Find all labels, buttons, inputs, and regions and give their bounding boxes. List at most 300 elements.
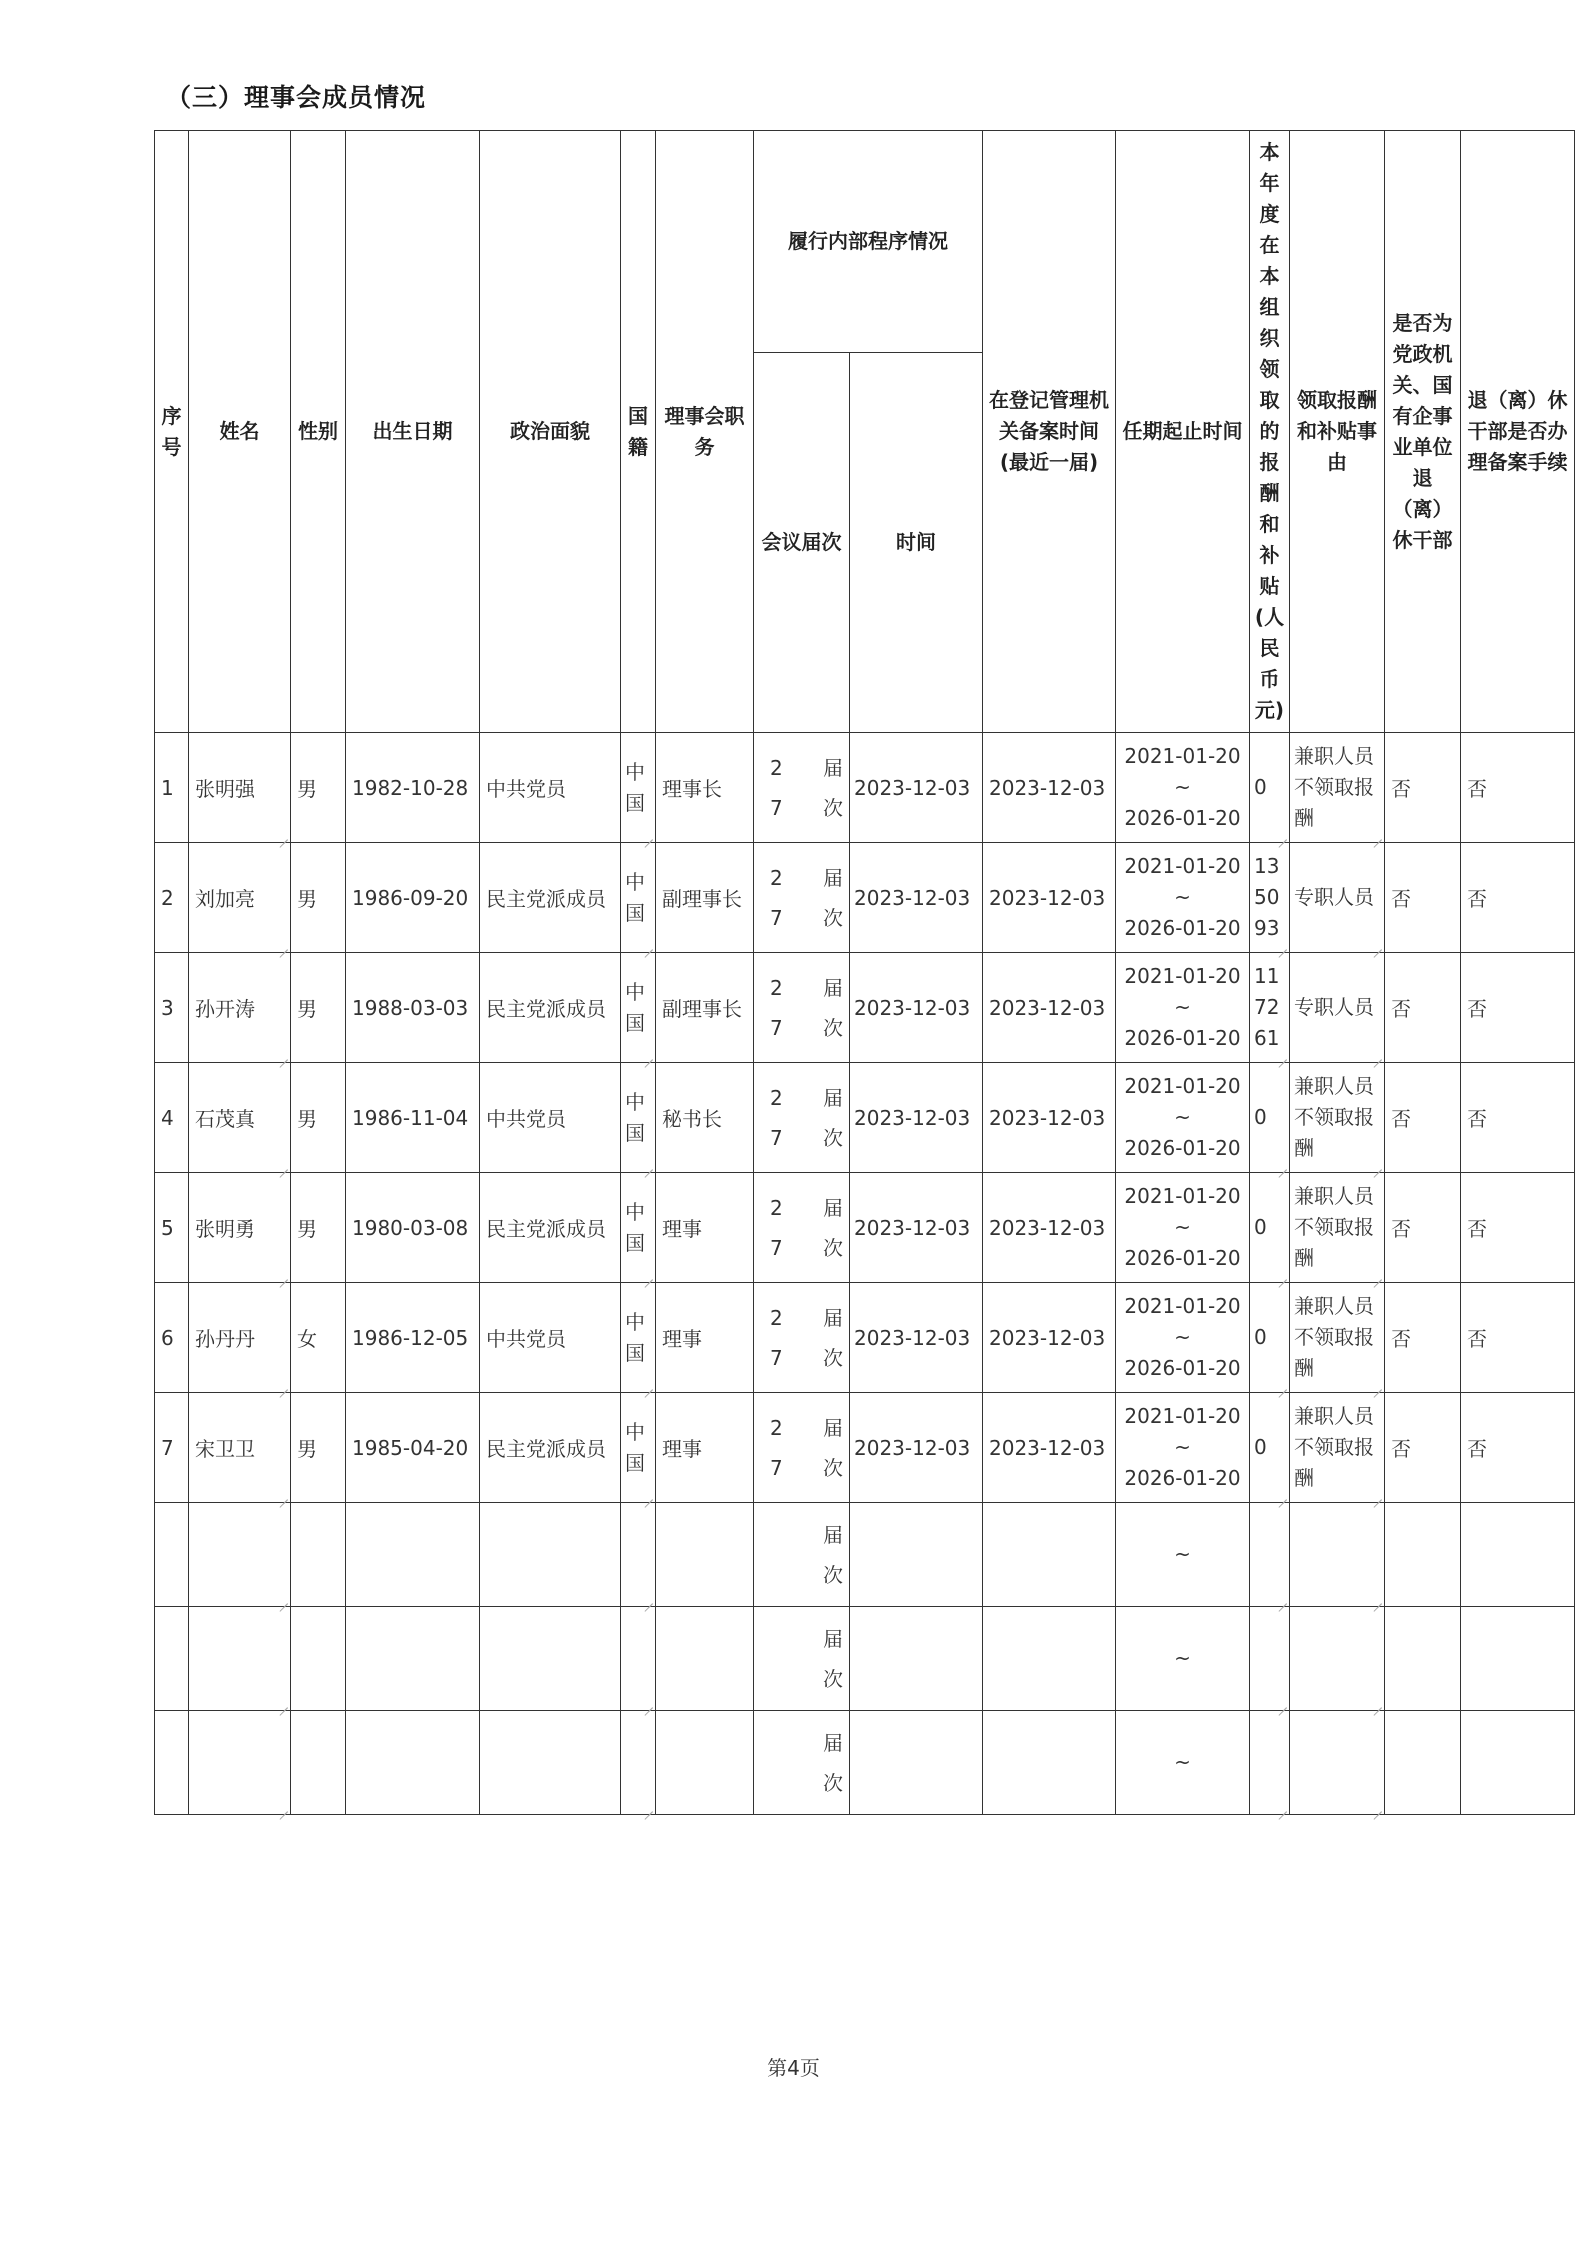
resize-grip-icon[interactable] [279,941,288,950]
retired-filing-cell [1461,1503,1575,1607]
resize-grip-icon[interactable] [279,1051,288,1060]
political-status-cell-value: 民主党派成员 [486,1217,606,1241]
seq-cell [155,953,189,1063]
political-status-cell [480,1173,621,1283]
nationality-cell[interactable] [621,1173,656,1283]
birth-date-cell [346,843,480,953]
name-cell[interactable] [189,953,291,1063]
gender-cell-value: 男 [297,997,317,1021]
resize-grip-icon[interactable] [1373,941,1382,950]
position-cell [656,1173,754,1283]
session-number-a: 2 [770,865,783,890]
filing-time-cell-value: 2023-12-03 [989,1105,1106,1130]
resize-grip-icon[interactable] [1278,1161,1287,1170]
pay-cell[interactable] [1250,1607,1290,1711]
political-status-cell-value: 民主党派成员 [486,1437,606,1461]
resize-grip-icon[interactable] [279,1161,288,1170]
term-end: 2026-01-20 [1124,1026,1241,1050]
retired-filing-cell-value: 否 [1467,1107,1487,1131]
header-filing-time: 在登记管理机关备案时间(最近一届) [983,131,1116,733]
header-birth-date: 出生日期 [346,131,480,733]
session-suffix-jie: 届 [823,1626,843,1651]
filing-time-cell [983,1063,1116,1173]
gender-cell [291,1283,346,1393]
header-retired-filing: 退（离）休干部是否办理备案手续 [1461,131,1575,733]
is-retired-cell-value: 否 [1391,1217,1411,1241]
pay-cell-value: 135093 [1254,854,1280,940]
pay-reason-cell-value: 专职人员 [1294,995,1374,1019]
filing-time-cell-value: 2023-12-03 [989,1435,1106,1460]
seq-cell [155,1711,189,1815]
seq-cell [155,1283,189,1393]
resize-grip-icon[interactable] [279,1595,288,1604]
political-status-cell-value: 民主党派成员 [486,997,606,1021]
retired-filing-cell [1461,1711,1575,1815]
resize-grip-icon[interactable] [1278,1271,1287,1280]
header-pay-reason: 领取报酬和补贴事由 [1290,131,1385,733]
term-cell [1116,733,1250,843]
time-cell [850,1173,983,1283]
gender-cell [291,953,346,1063]
retired-filing-cell [1461,1607,1575,1711]
resize-grip-icon[interactable] [1373,1803,1382,1812]
nationality-cell[interactable] [621,733,656,843]
session-suffix-ci: 次 [823,1345,843,1370]
header-name: 姓名 [189,131,291,733]
is-retired-cell-value: 否 [1391,777,1411,801]
pay-cell[interactable] [1250,1173,1290,1283]
pay-cell[interactable] [1250,1711,1290,1815]
nationality-cell-value: 中国 [625,1199,645,1255]
pay-reason-cell-value: 兼职人员不领取报酬 [1294,1404,1374,1490]
resize-grip-icon[interactable] [1373,1699,1382,1708]
pay-reason-cell[interactable] [1290,843,1385,953]
session-cell [754,1503,850,1607]
term-start: 2021-01-20 [1124,854,1241,878]
council-members-table [154,130,1575,1815]
session-cell [754,733,850,843]
filing-time-cell [983,1503,1116,1607]
nationality-cell[interactable] [621,1393,656,1503]
gender-cell [291,1503,346,1607]
nationality-cell[interactable] [621,1607,656,1711]
session-suffix-jie: 届 [823,755,843,780]
pay-cell[interactable] [1250,1503,1290,1607]
is-retired-cell [1385,1503,1461,1607]
resize-grip-icon[interactable] [279,831,288,840]
birth-date-cell-value: 1986-09-20 [352,885,469,910]
pay-cell-value: 0 [1254,1325,1267,1349]
table-row-empty [155,1503,1575,1607]
resize-grip-icon[interactable] [1278,1381,1287,1390]
seq-cell-value: 2 [161,885,174,910]
session-cell [754,843,850,953]
pay-cell[interactable] [1250,843,1290,953]
birth-date-cell-value: 1986-12-05 [352,1325,469,1350]
term-cell [1116,1503,1250,1607]
resize-grip-icon[interactable] [644,941,653,950]
filing-time-cell [983,733,1116,843]
position-cell [656,1063,754,1173]
gender-cell-value: 男 [297,887,317,911]
political-status-cell [480,1393,621,1503]
birth-date-cell [346,1173,480,1283]
header-is-retired-cadre: 是否为党政机关、国有企事业单位退（离）休干部 [1385,131,1461,733]
resize-grip-icon[interactable] [1373,1491,1382,1500]
seq-cell-value: 7 [161,1435,174,1460]
pay-reason-cell[interactable] [1290,733,1385,843]
resize-grip-icon[interactable] [644,1161,653,1170]
pay-reason-cell-value: 兼职人员不领取报酬 [1294,1184,1374,1270]
position-cell-value: 副理事长 [662,997,742,1021]
pay-cell[interactable] [1250,1063,1290,1173]
gender-cell [291,1063,346,1173]
resize-grip-icon[interactable] [644,1381,653,1390]
header-gender: 性别 [291,131,346,733]
term-cell [1116,1607,1250,1711]
is-retired-cell [1385,1173,1461,1283]
gender-cell-value: 男 [297,1217,317,1241]
position-cell [656,1503,754,1607]
pay-cell[interactable] [1250,953,1290,1063]
header-time: 时间 [850,353,983,733]
session-suffix-jie: 届 [823,1085,843,1110]
birth-date-cell-value: 1988-03-03 [352,995,469,1020]
time-cell-value: 2023-12-03 [854,1105,971,1130]
session-suffix-jie: 届 [823,1522,843,1547]
pay-cell[interactable] [1250,733,1290,843]
time-cell [850,1711,983,1815]
filing-time-cell [983,1173,1116,1283]
position-cell [656,1711,754,1815]
term-cell [1116,1063,1250,1173]
name-cell[interactable] [189,1283,291,1393]
position-cell [656,1283,754,1393]
retired-filing-cell-value: 否 [1467,777,1487,801]
resize-grip-icon[interactable] [1278,1595,1287,1604]
birth-date-cell [346,953,480,1063]
session-number-b: 7 [770,1455,783,1480]
time-cell [850,1063,983,1173]
pay-reason-cell-value: 兼职人员不领取报酬 [1294,1074,1374,1160]
session-number-b: 7 [770,795,783,820]
filing-time-cell-value: 2023-12-03 [989,775,1106,800]
term-end: 2026-01-20 [1124,916,1241,940]
name-cell[interactable] [189,1607,291,1711]
resize-grip-icon[interactable] [1278,1491,1287,1500]
nationality-cell[interactable] [621,843,656,953]
table-body [155,733,1575,1815]
is-retired-cell-value: 否 [1391,1107,1411,1131]
seq-cell-value: 5 [161,1215,174,1240]
term-separator: ~ [1174,885,1191,909]
position-cell [656,1393,754,1503]
pay-reason-cell[interactable] [1290,1393,1385,1503]
birth-date-cell-value: 1980-03-08 [352,1215,469,1240]
term-start: 2021-01-20 [1124,1294,1241,1318]
gender-cell-value: 男 [297,1107,317,1131]
resize-grip-icon[interactable] [1278,1699,1287,1708]
birth-date-cell-value: 1982-10-28 [352,775,469,800]
resize-grip-icon[interactable] [279,1803,288,1812]
retired-filing-cell [1461,1063,1575,1173]
session-cell [754,1283,850,1393]
time-cell-value: 2023-12-03 [854,885,971,910]
name-cell-value: 宋卫卫 [195,1437,255,1461]
session-number-a: 2 [770,755,783,780]
time-cell [850,1607,983,1711]
political-status-cell [480,1063,621,1173]
header-nationality: 国籍 [621,131,656,733]
table-row-empty [155,1607,1575,1711]
birth-date-cell [346,1607,480,1711]
council-members-table-wrapper [154,130,1568,1816]
term-cell [1116,1711,1250,1815]
seq-cell-value: 6 [161,1325,174,1350]
nationality-cell[interactable] [621,953,656,1063]
resize-grip-icon[interactable] [1278,1803,1287,1812]
birth-date-cell [346,733,480,843]
term-separator: ~ [1174,995,1191,1019]
resize-grip-icon[interactable] [1373,1161,1382,1170]
gender-cell [291,1173,346,1283]
term-start: 2021-01-20 [1124,744,1241,768]
session-suffix-ci: 次 [823,1125,843,1150]
resize-grip-icon[interactable] [1373,1271,1382,1280]
name-cell[interactable] [189,1063,291,1173]
nationality-cell[interactable] [621,1063,656,1173]
resize-grip-icon[interactable] [644,1051,653,1060]
political-status-cell [480,843,621,953]
resize-grip-icon[interactable] [279,1491,288,1500]
is-retired-cell [1385,1607,1461,1711]
is-retired-cell-value: 否 [1391,997,1411,1021]
session-suffix-ci: 次 [823,905,843,930]
session-suffix-ci: 次 [823,1562,843,1587]
birth-date-cell [346,1503,480,1607]
is-retired-cell-value: 否 [1391,887,1411,911]
time-cell [850,843,983,953]
political-status-cell [480,1503,621,1607]
term-cell [1116,1393,1250,1503]
term-start: 2021-01-20 [1124,1184,1241,1208]
pay-reason-cell[interactable] [1290,1063,1385,1173]
seq-cell-value: 1 [161,775,174,800]
session-suffix-ci: 次 [823,795,843,820]
time-cell [850,1393,983,1503]
term-separator: ~ [1174,1542,1191,1566]
filing-time-cell [983,1283,1116,1393]
pay-reason-cell[interactable] [1290,1503,1385,1607]
session-suffix-jie: 届 [823,1195,843,1220]
retired-filing-cell-value: 否 [1467,1327,1487,1351]
resize-grip-icon[interactable] [644,1595,653,1604]
gender-cell-value: 女 [297,1327,317,1351]
pay-reason-cell[interactable] [1290,1173,1385,1283]
retired-filing-cell [1461,1393,1575,1503]
gender-cell-value: 男 [297,777,317,801]
resize-grip-icon[interactable] [644,1491,653,1500]
is-retired-cell [1385,843,1461,953]
resize-grip-icon[interactable] [1278,1051,1287,1060]
session-number-a: 2 [770,1085,783,1110]
pay-cell[interactable] [1250,1283,1290,1393]
nationality-cell-value: 中国 [625,1089,645,1145]
seq-cell [155,1063,189,1173]
time-cell-value: 2023-12-03 [854,775,971,800]
pay-reason-cell-value: 兼职人员不领取报酬 [1294,1294,1374,1380]
term-cell [1116,953,1250,1063]
gender-cell-value: 男 [297,1437,317,1461]
resize-grip-icon[interactable] [279,1381,288,1390]
term-end: 2026-01-20 [1124,1246,1241,1270]
seq-cell [155,733,189,843]
time-cell [850,1503,983,1607]
session-number-b: 7 [770,1125,783,1150]
resize-grip-icon[interactable] [644,1699,653,1708]
retired-filing-cell [1461,843,1575,953]
pay-reason-cell[interactable] [1290,1711,1385,1815]
name-cell[interactable] [189,1503,291,1607]
name-cell[interactable] [189,1173,291,1283]
position-cell-value: 理事 [662,1217,702,1241]
time-cell [850,1283,983,1393]
resize-grip-icon[interactable] [644,1271,653,1280]
political-status-cell-value: 中共党员 [486,1107,566,1131]
header-term: 任期起止时间 [1116,131,1250,733]
term-separator: ~ [1174,1105,1191,1129]
term-cell [1116,1283,1250,1393]
political-status-cell-value: 中共党员 [486,1327,566,1351]
time-cell [850,733,983,843]
birth-date-cell [346,1711,480,1815]
pay-reason-cell[interactable] [1290,1283,1385,1393]
session-cell [754,1063,850,1173]
session-suffix-ci: 次 [823,1235,843,1260]
filing-time-cell-value: 2023-12-03 [989,885,1106,910]
position-cell-value: 理事 [662,1327,702,1351]
term-end: 2026-01-20 [1124,1466,1241,1490]
session-cell [754,953,850,1063]
header-internal-procedure: 履行内部程序情况 [754,131,983,353]
nationality-cell-value: 中国 [625,1309,645,1365]
position-cell-value: 副理事长 [662,887,742,911]
resize-grip-icon[interactable] [279,1699,288,1708]
name-cell[interactable] [189,1711,291,1815]
filing-time-cell [983,1711,1116,1815]
resize-grip-icon[interactable] [1278,941,1287,950]
table-row-empty [155,1711,1575,1815]
nationality-cell[interactable] [621,1283,656,1393]
section-title: （三）理事会成员情况 [166,83,427,112]
retired-filing-cell [1461,1173,1575,1283]
name-cell[interactable] [189,843,291,953]
time-cell-value: 2023-12-03 [854,1215,971,1240]
seq-cell-value: 3 [161,995,174,1020]
filing-time-cell-value: 2023-12-03 [989,995,1106,1020]
position-cell [656,733,754,843]
pay-reason-cell[interactable] [1290,1607,1385,1711]
filing-time-cell [983,953,1116,1063]
resize-grip-icon[interactable] [644,1803,653,1812]
birth-date-cell [346,1063,480,1173]
name-cell[interactable] [189,733,291,843]
table-row [155,733,1575,843]
session-cell [754,1607,850,1711]
resize-grip-icon[interactable] [279,1271,288,1280]
gender-cell [291,1711,346,1815]
filing-time-cell [983,1607,1116,1711]
session-number-b: 7 [770,1235,783,1260]
table-row [155,1393,1575,1503]
name-cell[interactable] [189,1393,291,1503]
retired-filing-cell-value: 否 [1467,1217,1487,1241]
resize-grip-icon[interactable] [1278,831,1287,840]
term-start: 2021-01-20 [1124,1404,1241,1428]
nationality-cell[interactable] [621,1711,656,1815]
session-number-a: 2 [770,1415,783,1440]
pay-cell[interactable] [1250,1393,1290,1503]
resize-grip-icon[interactable] [1373,831,1382,840]
term-end: 2026-01-20 [1124,1356,1241,1380]
pay-reason-cell[interactable] [1290,953,1385,1063]
filing-time-cell-value: 2023-12-03 [989,1325,1106,1350]
session-number-a: 2 [770,1305,783,1330]
term-separator: ~ [1174,1750,1191,1774]
is-retired-cell-value: 否 [1391,1327,1411,1351]
nationality-cell-value: 中国 [625,979,645,1035]
session-suffix-ci: 次 [823,1666,843,1691]
seq-cell [155,1607,189,1711]
political-status-cell [480,733,621,843]
session-number-b: 7 [770,905,783,930]
is-retired-cell [1385,733,1461,843]
resize-grip-icon[interactable] [1373,1381,1382,1390]
seq-cell [155,1173,189,1283]
session-suffix-jie: 届 [823,1415,843,1440]
position-cell [656,843,754,953]
resize-grip-icon[interactable] [1373,1595,1382,1604]
is-retired-cell [1385,953,1461,1063]
pay-cell-value: 0 [1254,1435,1267,1459]
time-cell-value: 2023-12-03 [854,995,971,1020]
nationality-cell-value: 中国 [625,1419,645,1475]
nationality-cell[interactable] [621,1503,656,1607]
header-session: 会议届次 [754,353,850,733]
header-seq: 序号 [155,131,189,733]
session-suffix-ci: 次 [823,1015,843,1040]
position-cell [656,953,754,1063]
filing-time-cell-value: 2023-12-03 [989,1215,1106,1240]
name-cell-value: 石茂真 [195,1107,255,1131]
page-number: 第4页 [767,2056,820,2080]
birth-date-cell [346,1283,480,1393]
retired-filing-cell-value: 否 [1467,887,1487,911]
is-retired-cell-value: 否 [1391,1437,1411,1461]
retired-filing-cell-value: 否 [1467,1437,1487,1461]
resize-grip-icon[interactable] [644,831,653,840]
pay-reason-cell-value: 专职人员 [1294,885,1374,909]
term-start: 2021-01-20 [1124,964,1241,988]
term-end: 2026-01-20 [1124,1136,1241,1160]
is-retired-cell [1385,1063,1461,1173]
resize-grip-icon[interactable] [1373,1051,1382,1060]
is-retired-cell [1385,1711,1461,1815]
time-cell-value: 2023-12-03 [854,1325,971,1350]
term-separator: ~ [1174,775,1191,799]
session-number-a: 2 [770,1195,783,1220]
name-cell-value: 孙丹丹 [195,1327,255,1351]
